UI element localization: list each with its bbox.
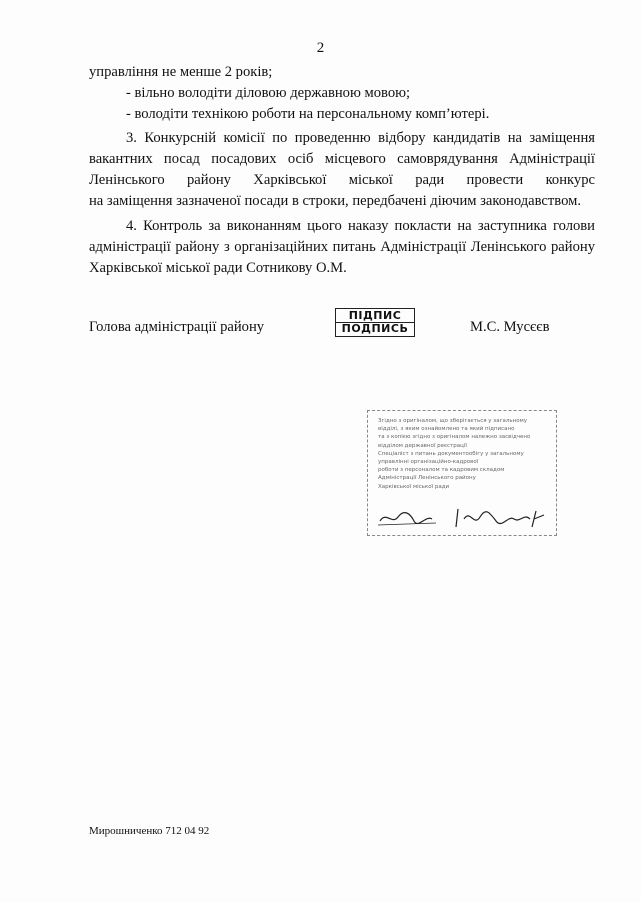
handwritten-signature-icon	[374, 505, 554, 531]
approval-line: Спеціаліст з питань документообігу у загальному	[378, 450, 524, 457]
paragraph-4	[89, 216, 595, 279]
requirement-item: - вільно володіти діловою державною мовою;	[126, 85, 411, 101]
paragraph-line: на заміщення зазначеної посади в строки, передбачені діючим законодавством.	[89, 193, 581, 209]
approval-line: Адміністрації Ленінського району	[378, 475, 476, 482]
requirement-item: - володіти технікою роботи на персональному комп’ютері.	[126, 106, 490, 122]
paragraph-line: 4. Контроль за виконанням цього наказу покласти на заступника голови	[126, 218, 595, 234]
paragraph-line: Ленінського району Харківської міської ради провести конкурс	[89, 172, 595, 188]
paragraph-line: Харківської міської ради Сотникову О.М.	[89, 260, 347, 276]
paragraph-line: адміністрації району з організаційних питань Адміністрації Ленінського району	[89, 239, 595, 255]
signatory-position: Голова адміністрації району	[89, 319, 265, 335]
paragraph-3	[89, 128, 595, 212]
approval-line: Харківської міської ради	[378, 483, 450, 490]
footer-contact: Мирошниченко 712 04 92	[89, 825, 210, 837]
requirements-list	[89, 62, 595, 125]
approval-line: відділі, з яким ознайомлено та який підписано	[378, 426, 515, 433]
approval-line: та з копією згідно з оригіналом належно засвідчено	[378, 434, 531, 441]
stamp-bottom-text: ПОДПИСЬ	[335, 322, 415, 337]
requirements-continuation: управління не менше 2 років;	[89, 64, 273, 80]
signature-block	[89, 309, 595, 347]
signatory-name: М.С. Мусєєв	[470, 319, 550, 335]
approval-line: роботи з персоналом та кадровим складом	[378, 467, 505, 474]
approval-line: управлінні організаційно-кадрової	[378, 459, 479, 466]
signature-stamp	[335, 308, 415, 337]
paragraph-line: 3. Конкурсній комісії по проведенню відбору кандидатів на заміщення	[126, 130, 595, 146]
paragraph-line: вакантних посад посадових осіб місцевого самоврядування Адміністрації	[89, 151, 595, 167]
approval-line: Згідно з оригіналом, що зберігається у загальному	[378, 418, 527, 424]
approval-line: відділом державної реєстрації	[378, 442, 467, 449]
page-number: 2	[316, 40, 325, 56]
stamp-top-text: ПІДПИС	[335, 308, 415, 322]
approval-stamp	[367, 410, 557, 536]
